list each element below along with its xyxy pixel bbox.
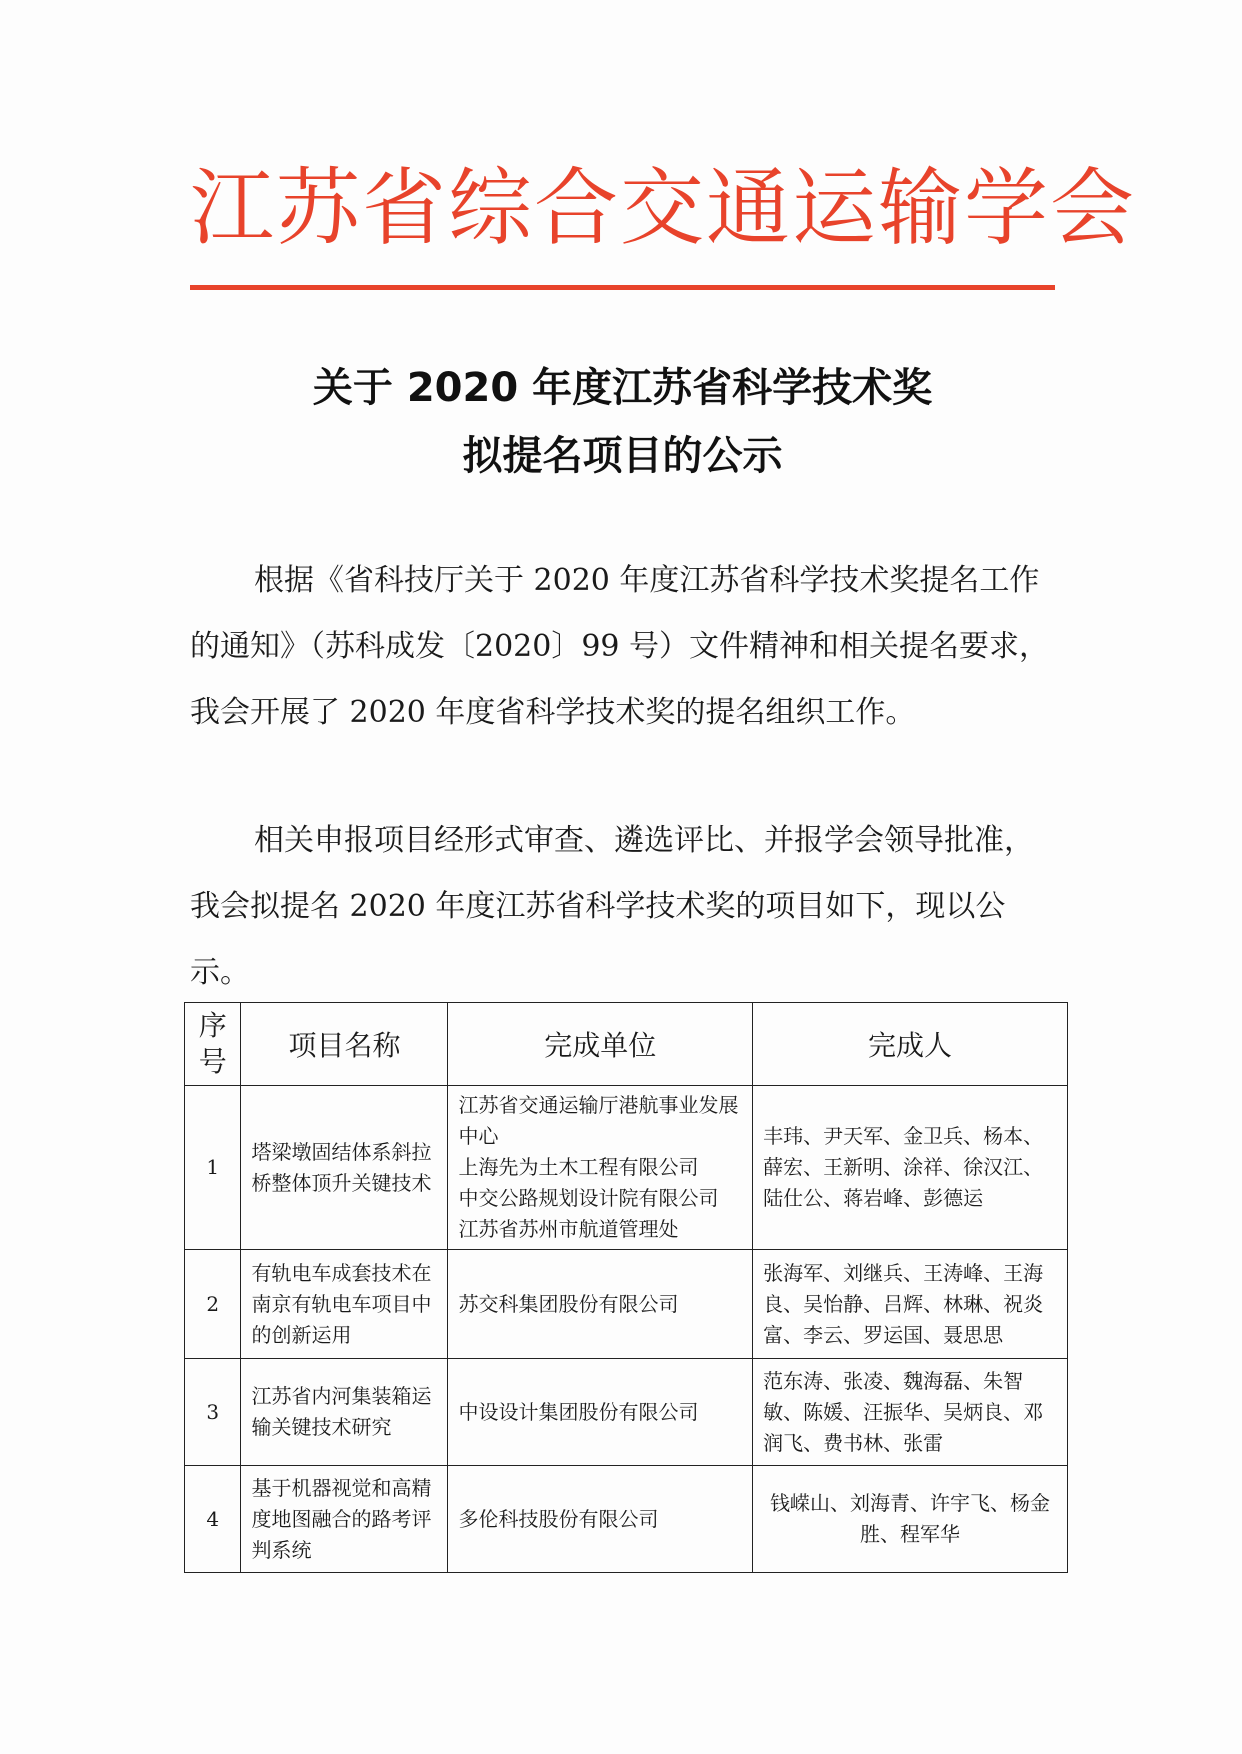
table-header-row bbox=[185, 1003, 1068, 1086]
cell-people: 张海军、刘继兵、王涛峰、王海良、吴怡静、吕辉、林琳、祝炎富、李云、罗运国、聂思思 bbox=[753, 1250, 1068, 1359]
cell-unit bbox=[448, 1359, 753, 1466]
document-title-line-2: 拟提名项目的公示 bbox=[462, 433, 783, 479]
table-row bbox=[185, 1250, 1068, 1359]
unit-line: 多伦科技股份有限公司 bbox=[458, 1506, 659, 1531]
cell-people: 丰玮、尹天军、金卫兵、杨本、薛宏、王新明、涂祥、徐汉江、陆仕公、蒋岩峰、彭德运 bbox=[753, 1086, 1068, 1250]
cell-people: 钱嵘山、刘海青、许宇飞、杨金胜、程军华 bbox=[753, 1466, 1068, 1573]
cell-no: 1 bbox=[185, 1086, 241, 1250]
header-no: 序号 bbox=[185, 1003, 241, 1086]
header-project-name: 项目名称 bbox=[241, 1003, 448, 1086]
unit-line: 江苏省交通运输厅港航事业发展中心 bbox=[458, 1093, 739, 1148]
cell-unit bbox=[448, 1250, 753, 1359]
nomination-table bbox=[184, 1002, 1068, 1573]
letterhead-red-rule bbox=[190, 285, 1055, 290]
header-people: 完成人 bbox=[753, 1003, 1068, 1086]
header-unit: 完成单位 bbox=[448, 1003, 753, 1086]
table-row bbox=[185, 1359, 1068, 1466]
cell-project-name: 有轨电车成套技术在南京有轨电车项目中的创新运用 bbox=[241, 1250, 448, 1359]
organization-letterhead: 江苏省综合交通运输学会 bbox=[190, 159, 1137, 257]
unit-line: 江苏省苏州市航道管理处 bbox=[458, 1217, 679, 1241]
cell-unit bbox=[448, 1466, 753, 1573]
unit-line: 上海先为土木工程有限公司 bbox=[458, 1155, 699, 1179]
cell-project-name: 塔梁墩固结体系斜拉桥整体顶升关键技术 bbox=[241, 1086, 448, 1250]
unit-line: 中设设计集团股份有限公司 bbox=[458, 1399, 699, 1424]
document-title-line-1: 关于 2020 年度江苏省科学技术奖 bbox=[312, 365, 933, 411]
unit-line: 中交公路规划设计院有限公司 bbox=[458, 1186, 719, 1210]
body-paragraph-1: 根据《省科技厅关于 2020 年度江苏省科学技术奖提名工作的通知》（苏科成发〔2020〕99 号）文件精神和相关提名要求，我会开展了 2020 年度省科学技术奖的提名组织工作。 bbox=[190, 563, 1050, 730]
table-row bbox=[185, 1466, 1068, 1573]
cell-unit bbox=[448, 1086, 753, 1250]
cell-no: 3 bbox=[185, 1359, 241, 1466]
cell-no: 4 bbox=[185, 1466, 241, 1573]
cell-people: 范东涛、张凌、魏海磊、朱智敏、陈媛、汪振华、吴炳良、邓润飞、费书林、张雷 bbox=[753, 1359, 1068, 1466]
cell-project-name: 江苏省内河集装箱运输关键技术研究 bbox=[241, 1359, 448, 1466]
body-paragraph-2: 相关申报项目经形式审查、遴选评比、并报学会领导批准，我会拟提名 2020 年度江苏省科学技术奖的项目如下，现以公示。 bbox=[190, 823, 1034, 990]
unit-line: 苏交科集团股份有限公司 bbox=[458, 1291, 679, 1316]
table-row bbox=[185, 1086, 1068, 1250]
cell-project-name: 基于机器视觉和高精度地图融合的路考评判系统 bbox=[241, 1466, 448, 1573]
cell-no: 2 bbox=[185, 1250, 241, 1359]
